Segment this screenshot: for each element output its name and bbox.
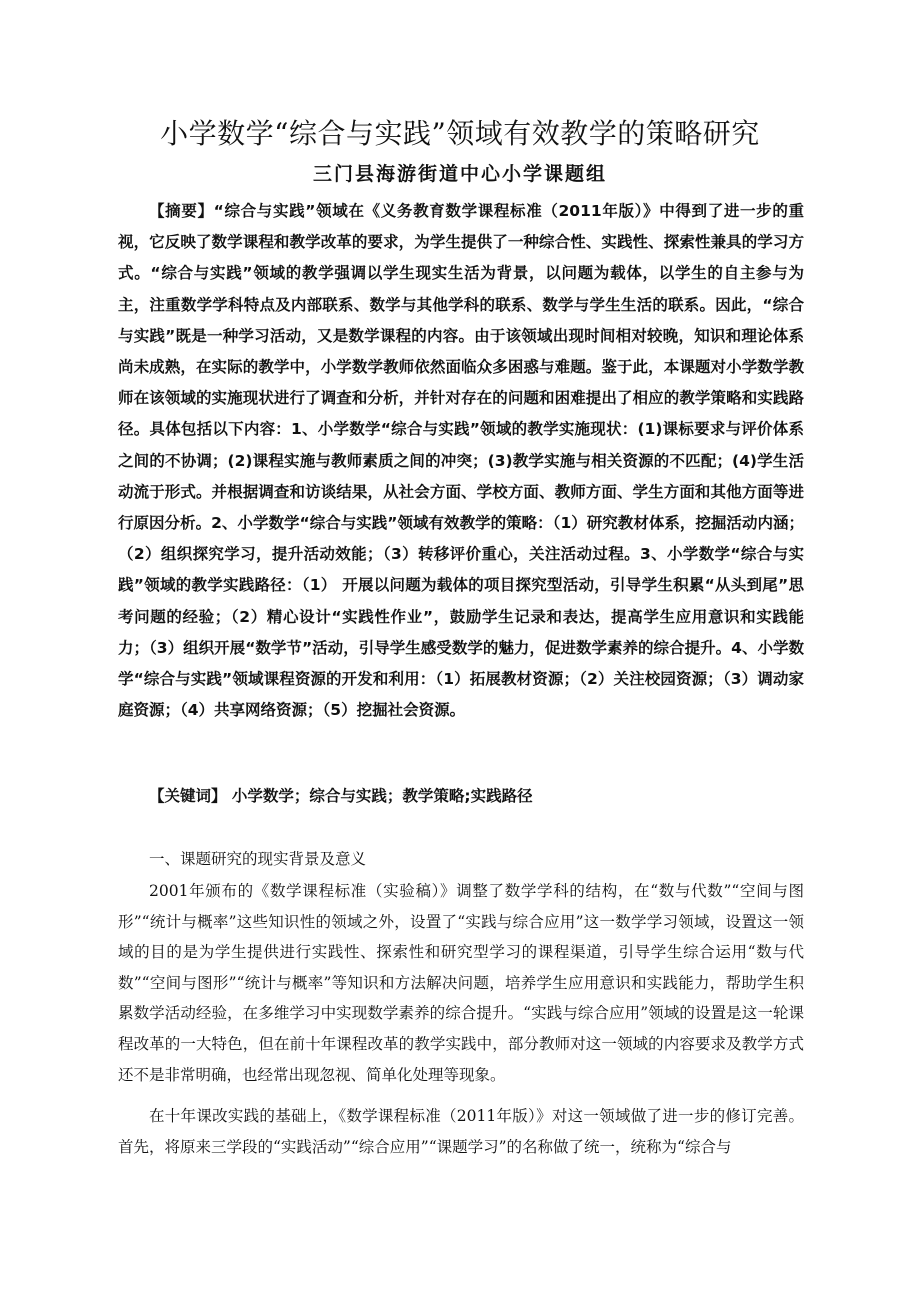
body-paragraph-2: 在十年课改实践的基础上，《数学课程标准（2011年版）》对这一领域做了进一步的修订完善。首先，将原来三学段的“实践活动”“综合应用”“课题学习”的名称做了统一，统称为“综合与 xyxy=(118,1107,804,1156)
document-title: 小学数学“综合与实践”领域有效教学的策略研究 xyxy=(160,117,760,150)
body-paragraph-1: 2001年颁布的《数学课程标准（实验稿）》调整了数学学科的结构，在“数与代数”“空间与图形”“统计与概率”这些知识性的领域之外，设置了“实践与综合应用”这一数学学习领域，设置这一领域的目的是为学生提供进行实践性、探索性和研究型学习的课程渠道，引导学生综合运用“数与代数”“空间与图形”“统计与概率”等知识和方法解决问题，培养学生应用意识和实践能力，帮助学生积累数学活动经验，在多维学习中实现数学素养的综合提升。“实践与综合应用”领域的设置是这一轮课程改革的一大特色，但在前十年课程改革的教学实践中，部分教师对这一领域的内容要求及教学方式还不是非常明确，也经常出现忽视、简单化处理等现象。 xyxy=(118,882,804,1084)
section-heading: 一、课题研究的现实背景及意义 xyxy=(149,850,367,868)
keywords-line: 【关键词】 小学数学；综合与实践；教学策略;实践路径 xyxy=(149,787,533,805)
abstract-paragraph: 【摘要】“综合与实践”领域在《义务教育数学课程标准（2011年版）》中得到了进一步的重视，它反映了数学课程和教学改革的要求，为学生提供了一种综合性、实践性、探索性兼具的学习方式。“综合与实践”领域的教学强调以学生现实生活为背景，以问题为载体，以学生的自主参与为主，注重数学学科特点及内部联系、数学与其他学科的联系、数学与学生生活的联系。因此，“综合与实践”既是一种学习活动，又是数学课程的内容。由于该领域出现时间相对较晚，知识和理论体系尚未成熟，在实际的教学中，小学数学教师依然面临众多困惑与难题。鉴于此，本课题对小学数学教师在该领域的实施现状进行了调查和分析，并针对存在的问题和困难提出了相应的教学策略和实践路径。具体包括以下内容：1、小学数学“综合与实践”领域的教学实施现状：(1)课标要求与评价体系之间的不协调；(2)课程实施与教师素质之间的冲突；(3)教学实施与相关资源的不匹配；(4)学生活动流于形式。并根据调查和访谈结果，从社会方面、学校方面、教师方面、学生方面和其他方面等进行原因分析。2、小学数学“综合与实践”领域有效教学的策略：（1）研究教材体系，挖掘活动内涵；（2）组织探究学习，提升活动效能；（3）转移评价重心，关注活动过程。3、小学数学“综合与实践”领域的教学实践路径：（1） 开展以问题为载体的项目探究型活动，引导学生积累“从头到尾”思考问题的经验；（2）精心设计“实践性作业”，鼓励学生记录和表达，提高学生应用意识和实践能力；（3）组织开展“数学节”活动，引导学生感受数学的魅力，促进数学素养的综合提升。4、小学数学“综合与实践”领域课程资源的开发和利用：（1）拓展教材资源；（2）关注校园资源；（3）调动家庭资源；（4）共享网络资源；（5）挖掘社会资源。 xyxy=(118,202,804,720)
document-subtitle: 三门县海游街道中心小学课题组 xyxy=(312,163,607,185)
